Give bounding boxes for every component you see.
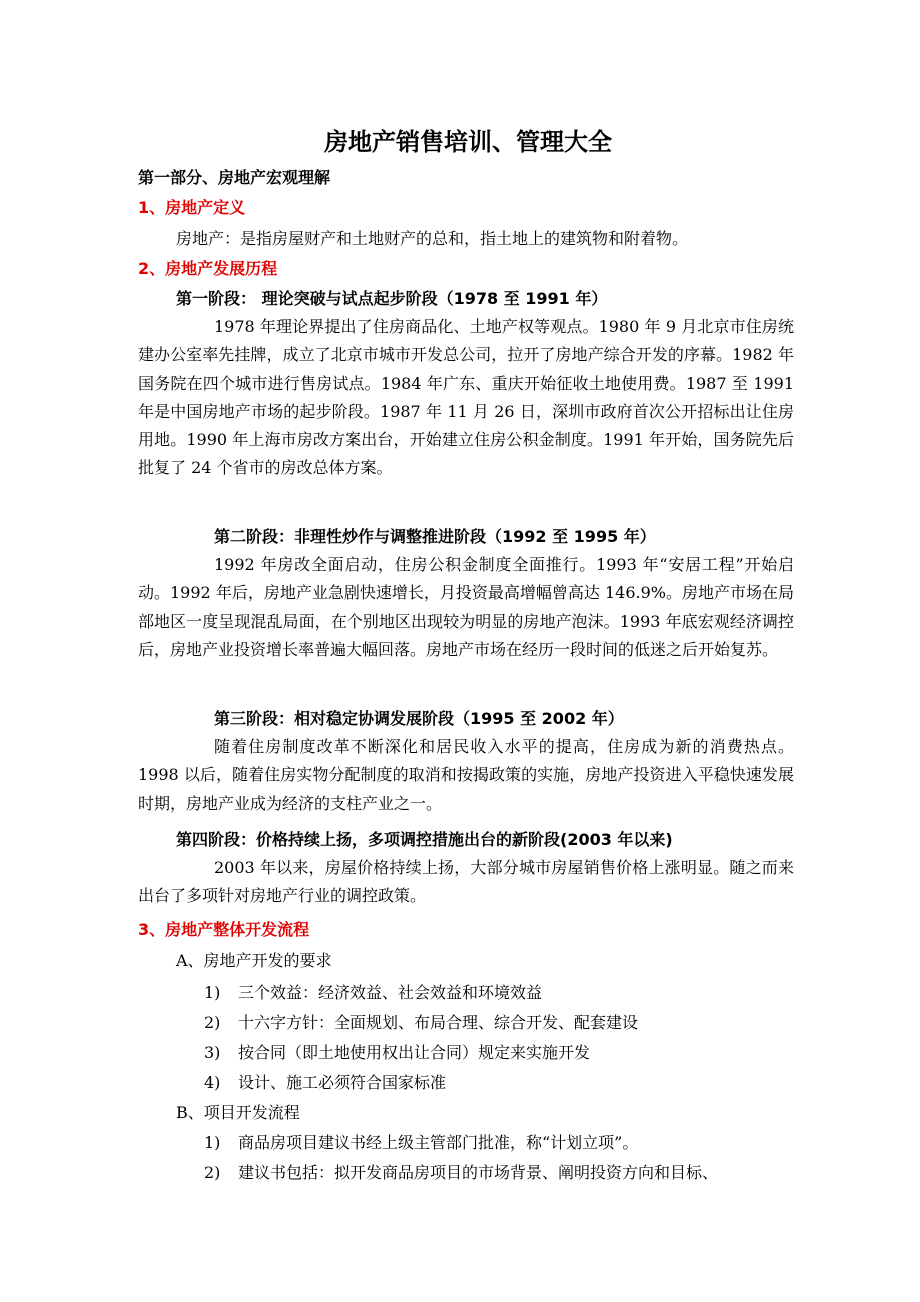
list-item [204,1160,718,1183]
list-item-text: 十六字方针：全面规划、布局合理、综合开发、配套建设 [238,1013,639,1032]
definition-text: 房地产：是指房屋财产和土地财产的总和，指土地上的建筑物和附着物。 [176,229,689,248]
list-item-text: 建议书包括：拟开发商品房项目的市场背景、阐明投资方向和目标、 [238,1163,719,1182]
process-title: B、项目开发流程 [176,1103,300,1122]
section-heading-history: 2、房地产发展历程 [138,259,278,278]
stage-3-title: 第三阶段：相对稳定协调发展阶段（1995 至 2002 年） [214,709,624,728]
stage-4-text: 2003 年以来，房屋价格持续上扬，大部分城市房屋销售价格上涨明显。随之而来出台了多项针对房地产行业的调控政策。 [138,858,794,906]
list-item [204,1130,638,1153]
list-item-number: 2) [204,1163,221,1182]
list-item-number: 4) [204,1073,221,1092]
requirements-title: A、房地产开发的要求 [176,951,332,970]
list-item [204,980,542,1003]
list-item-number: 1) [204,983,221,1002]
part-heading: 第一部分、房地产宏观理解 [138,168,331,187]
list-item [204,1040,590,1063]
list-item-number: 1) [204,1133,221,1152]
stage-1-title: 第一阶段： 理论突破与试点起步阶段（1978 至 1991 年） [176,289,608,308]
stage-2-title: 第二阶段：非理性炒作与调整推进阶段（1992 至 1995 年） [214,527,656,546]
list-item-text: 商品房项目建议书经上级主管部门批准，称“计划立项”。 [238,1133,639,1152]
section-heading-definition: 1、房地产定义 [138,198,246,217]
document-title: 房地产销售培训、管理大全 [324,128,612,156]
list-item [204,1070,446,1093]
section-heading-process: 3、房地产整体开发流程 [138,920,310,939]
list-item-number: 3) [204,1043,221,1062]
stage-3-text: 随着住房制度改革不断深化和居民收入水平的提高，住房成为新的消费热点。1998 以后，随着住房实物分配制度的取消和按揭政策的实施，房地产投资进入平稳快速发展时期，房地产业成为经济的支柱产业之一。 [138,737,794,813]
list-item-number: 2) [204,1013,221,1032]
stage-2-text: 1992 年房改全面启动，住房公积金制度全面推行。1993 年“安居工程”开始启动。1992 年后，房地产业急剧快速增长，月投资最高增幅曾高达 146.9%。房地产市场在局部地区一度呈现混乱局面，在个别地区出现较为明显的房地产泡沫。1993 年底宏观经济调控后，房地产业投资增长率普遍大幅回落。房地产市场在经历一段时间的低迷之后开始复苏。 [138,555,794,659]
stage-1-text: 1978 年理论界提出了住房商品化、土地产权等观点。1980 年 9 月北京市住房统建办公室率先挂牌，成立了北京市城市开发总公司，拉开了房地产综合开发的序幕。1982 年国务院在四个城市进行售房试点。1984 年广东、重庆开始征收土地使用费。1987 至 1991 年是中国房地产市场的起步阶段。1987 年 11 月 26 日，深圳市政府首次公开招标出让住房用地。1990 年上海市房改方案出台，开始建立住房公积金制度。1991 年开始，国务院先后批复了 24 个省市的房改总体方案。 [138,317,794,478]
list-item-text: 按合同（即土地使用权出让合同）规定来实施开发 [238,1043,591,1062]
list-item-text: 设计、施工必须符合国家标准 [238,1073,447,1092]
list-item-text: 三个效益：经济效益、社会效益和环境效益 [238,983,543,1002]
list-item [204,1010,638,1033]
stage-4-title: 第四阶段：价格持续上扬，多项调控措施出台的新阶段(2003 年以来) [176,830,673,849]
